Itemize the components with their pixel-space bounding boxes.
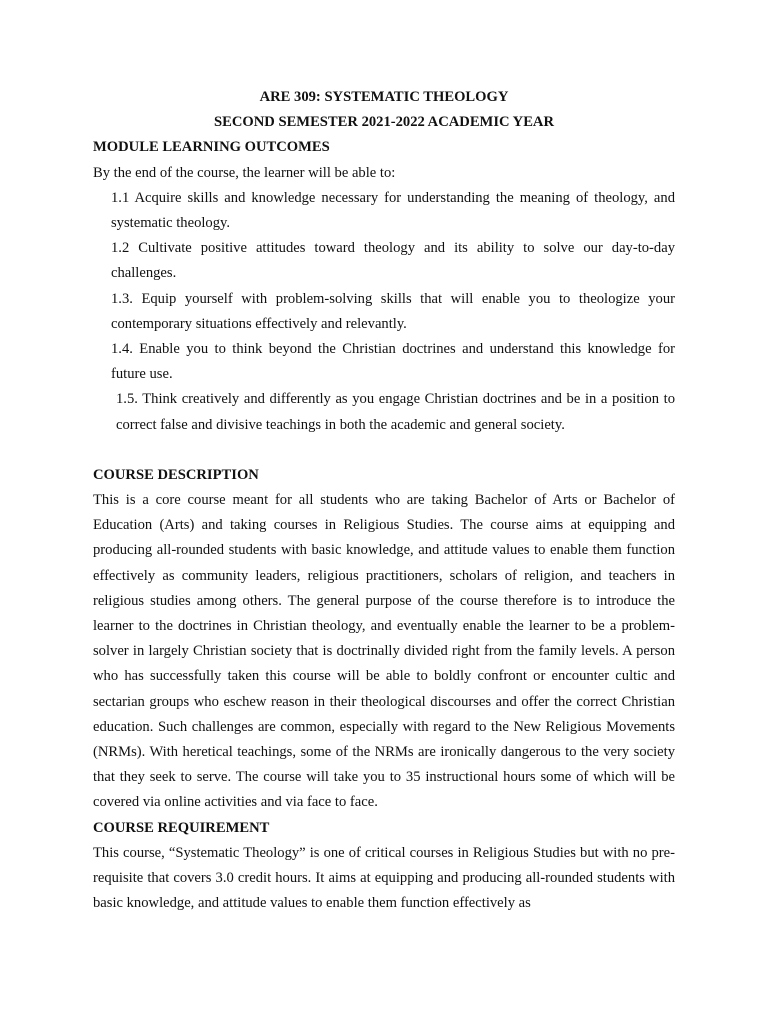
outcomes-list [93,186,675,438]
outcome-item: 1.4. Enable you to think beyond the Christian doctrines and understand this knowledge for future use. [111,341,675,383]
document-page [93,85,675,917]
outcome-item: 1.2 Cultivate positive attitudes toward theology and its ability to solve our day-to-day challenges. [111,240,675,282]
requirement-body: This course, “Systematic Theology” is one of critical courses in Religious Studies but with no pre-requisite that covers 3.0 credit hours. It aims at equipping and producing all-rounded students with basic knowledge, and attitude values to enable them function effectively as [93,844,675,912]
outcome-item: 1.1 Acquire skills and knowledge necessary for understanding the meaning of theology, and systematic theology. [111,189,675,232]
section-spacer [93,438,675,463]
requirement-heading: COURSE REQUIREMENT [93,819,270,836]
outcomes-intro: By the end of the course, the learner will be able to: [93,164,396,181]
outcomes-heading: MODULE LEARNING OUTCOMES [93,139,330,156]
outcome-item: 1.3. Equip yourself with problem-solving skills that will enable you to theologize your contemporary situations effectively and relevantly. [111,290,675,332]
description-heading: COURSE DESCRIPTION [93,466,259,483]
semester-title: SECOND SEMESTER 2021-2022 ACADEMIC YEAR [213,114,555,131]
course-title: ARE 309: SYSTEMATIC THEOLOGY [259,89,509,105]
outcome-item: 1.5. Think creatively and differently as you engage Christian doctrines and be in a position to correct false and divisive teachings in both the academic and general society. [116,391,675,433]
description-body: This is a core course meant for all students who are taking Bachelor of Arts or Bachelor of Education (Arts) and taking courses in Religious Studies. The course aims at equipping and producing all-rounded students with basic knowledge, and attitude values to enable them function effectively as community leaders, religious practitioners, scholars of religion, and teachers in religious studies among others. The general purpose of the course therefore is to introduce the learner to the doctrines in Christian theology, and eventually enable the learner to be a problem-solver in largely Christian society that is doctrinally divided right from the family levels. A person who has successfully taken this course will be able to boldly confront or encounter cultic and sectarian groups who eschew reason in their theological discourses and offer the correct Christian education. Such challenges are common, especially with regard to the New Religious Movements (NRMs). With heretical teachings, some of the NRMs are ironically dangerous to the very society that they seek to serve. The course will take you to 35 instructional hours some of which will be covered via online activities and via face to face. [93,492,675,811]
